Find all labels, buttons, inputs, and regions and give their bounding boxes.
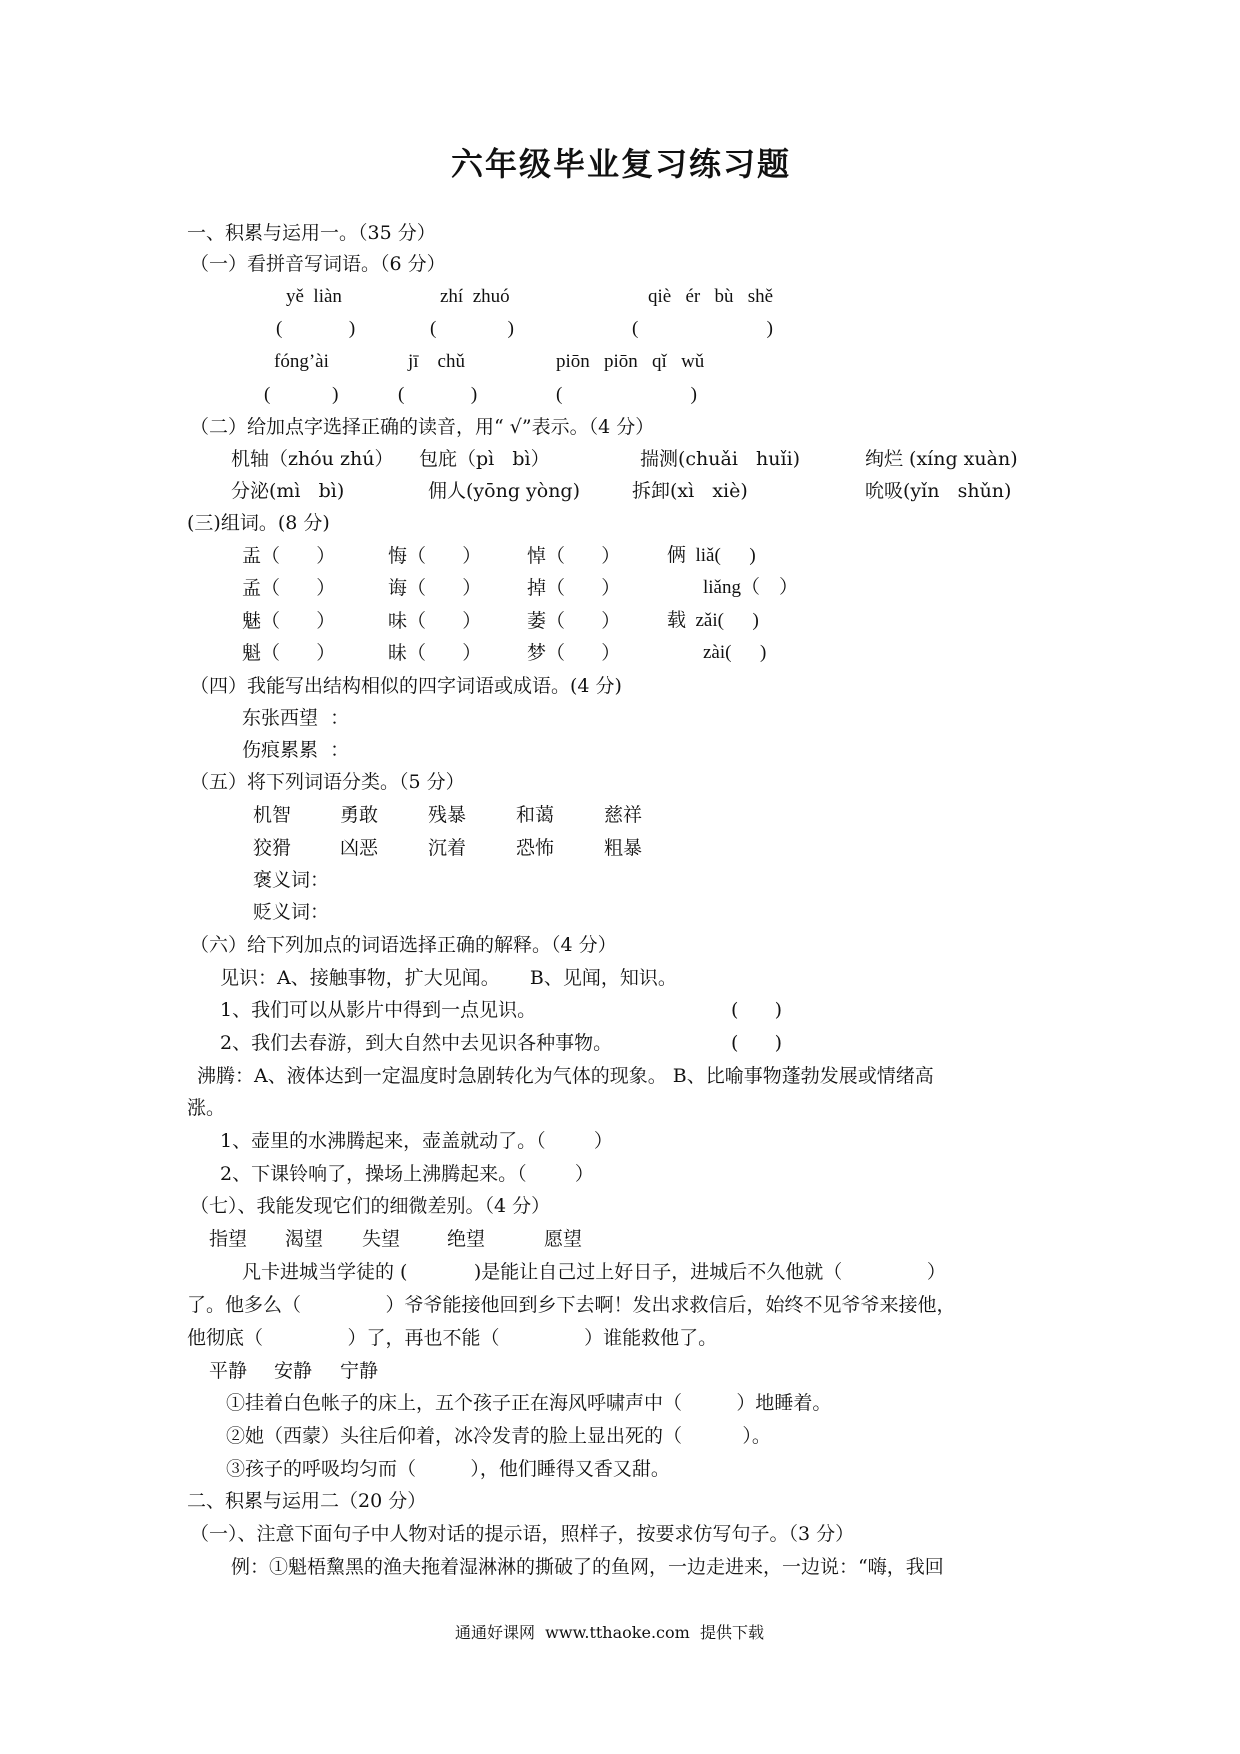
- idiom-prompt: 东张西望 ：: [242, 707, 350, 729]
- pinyin-word: jī chǔ: [408, 351, 465, 372]
- vocab-word: 宁静: [340, 1360, 379, 1382]
- answer-blank[interactable]: ( ): [632, 318, 773, 339]
- sentence-item: 1、我们可以从影片中得到一点见识。: [220, 999, 537, 1021]
- vocab-word: 指望: [209, 1228, 248, 1250]
- answer-blank[interactable]: ( ): [430, 318, 514, 339]
- vocab-word: 勇敢: [340, 804, 379, 826]
- pinyin-word: yě liàn: [286, 286, 342, 307]
- reading-choice: 分泌(mì bì): [231, 480, 345, 502]
- word-group-item: 孟（ ）: [242, 577, 336, 599]
- definition-line: 涨。: [187, 1097, 226, 1119]
- vocab-word: 平静: [209, 1360, 248, 1382]
- paragraph-line: 凡卡进城当学徒的 ( )是能让自己过上好日子，进城后不久他就（ ）: [242, 1261, 946, 1283]
- word-group-item: zài( ): [703, 642, 767, 663]
- section-heading: 一、积累与运用一。（35 分）: [187, 222, 436, 244]
- reading-choice: 机轴（zhóu zhú）: [231, 448, 394, 470]
- sentence-item: 2、下课铃响了，操场上沸腾起来。（ ）: [220, 1163, 594, 1185]
- vocab-word: 慈祥: [604, 804, 643, 826]
- word-group-item: 味（ ）: [388, 610, 482, 632]
- sentence-item: ②她（西蒙）头往后仰着，冰冷发青的脸上显出死的（ ）。: [226, 1425, 771, 1447]
- vocab-word: 狡猾: [253, 837, 292, 859]
- word-group-item: 魁（ ）: [242, 642, 336, 664]
- word-group-item: 悔（ ）: [388, 545, 482, 567]
- paragraph-line: 他彻底（ ）了，再也不能（ ）谁能救他了。: [187, 1327, 718, 1349]
- answer-blank[interactable]: ( ): [264, 384, 339, 405]
- vocab-word: 失望: [362, 1228, 401, 1250]
- word-group-item: 魅（ ）: [242, 610, 336, 632]
- pinyin-word: zhí zhuó: [440, 286, 510, 307]
- paragraph-line: 了。他多么（ ）爷爷能接他回到乡下去啊！发出求救信后，始终不见爷爷来接他，: [187, 1294, 956, 1316]
- sentence-item: ③孩子的呼吸均匀而（ ），他们睡得又香又甜。: [226, 1458, 670, 1480]
- answer-blank[interactable]: ( ): [731, 999, 783, 1021]
- answer-blank[interactable]: ( ): [556, 384, 697, 405]
- sentence-item: 1、壶里的水沸腾起来，壶盖就动了。（ ）: [220, 1130, 613, 1152]
- word-group-item: 悼（ ）: [527, 545, 621, 567]
- vocab-word: 凶恶: [340, 837, 379, 859]
- question-heading: （七）、我能发现它们的细微差别。（4 分）: [190, 1195, 551, 1217]
- definition-line: 见识：A、接触事物，扩大见闻。 B、见闻，知识。: [220, 967, 677, 989]
- vocab-word: 粗暴: [604, 837, 643, 859]
- reading-choice: 包庇（pì bì）: [419, 448, 550, 470]
- reading-choice: 绚烂 (xíng xuàn): [865, 448, 1018, 470]
- page-title: 六年级毕业复习练习题: [451, 145, 792, 183]
- vocab-word: 愿望: [544, 1228, 583, 1250]
- question-heading: （五）将下列词语分类。（5 分）: [190, 771, 465, 793]
- question-heading: （二）给加点字选择正确的读音，用“ √”表示。（4 分）: [190, 416, 655, 438]
- vocab-word: 安静: [274, 1360, 313, 1382]
- word-group-item: 掉（ ）: [527, 577, 621, 599]
- category-label: 贬义词：: [253, 901, 330, 923]
- word-group-item: 俩 liǎ( ): [667, 545, 756, 566]
- vocab-word: 沉着: [428, 837, 467, 859]
- question-heading: （四）我能写出结构相似的四字词语或成语。(4 分): [190, 675, 622, 697]
- vocab-word: 绝望: [447, 1228, 486, 1250]
- definition-line: 沸腾：A、液体达到一定温度时急剧转化为气体的现象。 B、比喻事物蓬勃发展或情绪高: [197, 1065, 934, 1087]
- question-heading: （一）看拼音写词语。（6 分）: [190, 253, 446, 275]
- section-heading: 二、积累与运用二（20 分）: [187, 1490, 427, 1512]
- idiom-prompt: 伤痕累累 ：: [242, 739, 350, 761]
- word-group-item: 载 zǎi( ): [667, 610, 759, 631]
- vocab-word: 渴望: [285, 1228, 324, 1250]
- pinyin-word: fóng’ài: [274, 351, 329, 372]
- word-group-item: 萎（ ）: [527, 610, 621, 632]
- word-group-item: 昧（ ）: [388, 642, 482, 664]
- answer-blank[interactable]: ( ): [276, 318, 356, 339]
- pinyin-word: qiè ér bù shě: [648, 286, 774, 307]
- footer-credit: 通通好课网 www.tthaoke.com 提供下载: [455, 1623, 764, 1642]
- sentence-item: ①挂着白色帐子的床上，五个孩子正在海风呼啸声中（ ）地睡着。: [226, 1392, 832, 1414]
- category-label: 褒义词：: [253, 869, 330, 891]
- vocab-word: 机智: [253, 804, 292, 826]
- question-heading: (三)组词。(8 分): [187, 512, 330, 534]
- question-heading: （六）给下列加点的词语选择正确的解释。（4 分）: [190, 934, 617, 956]
- reading-choice: 揣测(chuǎi huǐi): [640, 448, 801, 470]
- answer-blank[interactable]: ( ): [398, 384, 478, 405]
- pinyin-word: piōn piōn qǐ wǔ: [556, 351, 705, 372]
- reading-choice: 佣人(yōng yòng): [428, 480, 581, 502]
- word-group-item: 诲（ ）: [388, 577, 482, 599]
- vocab-word: 恐怖: [516, 837, 555, 859]
- question-heading: （一）、注意下面句子中人物对话的提示语，照样子，按要求仿写句子。（3 分）: [190, 1523, 855, 1545]
- vocab-word: 和蔼: [516, 804, 555, 826]
- reading-choice: 吮吸(yǐn shǔn): [865, 480, 1012, 502]
- answer-blank[interactable]: ( ): [731, 1032, 783, 1054]
- vocab-word: 残暴: [428, 804, 467, 826]
- word-group-item: liǎng（ ）: [703, 577, 798, 598]
- sentence-item: 2、我们去春游，到大自然中去见识各种事物。: [220, 1032, 613, 1054]
- word-group-item: 梦（ ）: [527, 642, 621, 664]
- example-line: 例：①魁梧黧黑的渔夫拖着湿淋淋的撕破了的鱼网，一边走进来，一边说：“嗨，我回: [231, 1556, 944, 1578]
- reading-choice: 拆卸(xì xiè): [632, 480, 748, 502]
- word-group-item: 盂（ ）: [242, 545, 336, 567]
